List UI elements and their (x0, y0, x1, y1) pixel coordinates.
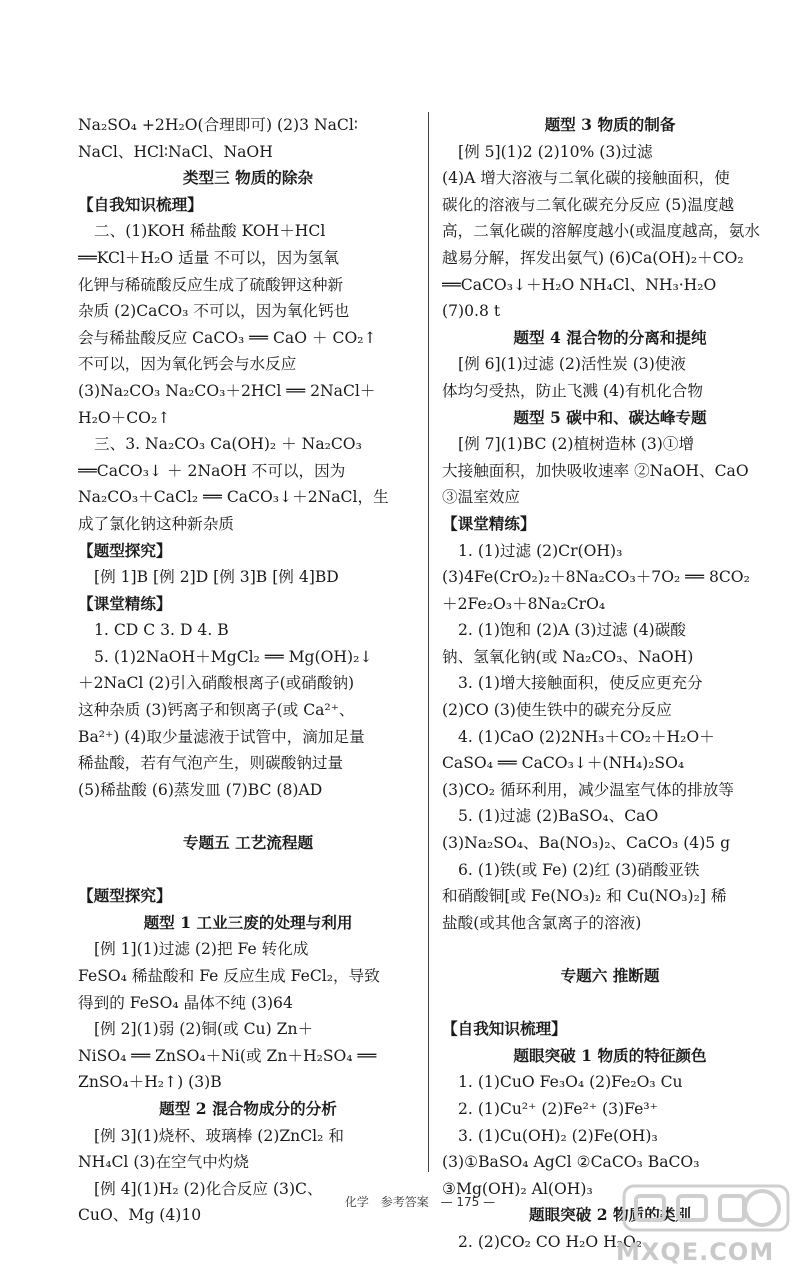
page-footer (300, 1193, 540, 1210)
text-line: 杂质 (2)CaCO₃ 不可以，因为氧化钙也 (78, 302, 350, 321)
text-line: (3)Na₂CO₃ Na₂CO₃＋2HCl ══ 2NaCl＋ (78, 381, 376, 400)
page-number: — 175 — (440, 1195, 496, 1209)
section-heading: 类型三 物质的除杂 (182, 168, 314, 188)
text-line: [例 5](1)2 (2)10% (3)过滤 (458, 142, 653, 161)
text-line: ＋2NaCl (2)引入硝酸根离子(或硝酸钠) (78, 674, 355, 693)
text-line: 体均匀受热，防止飞溅 (4)有机化合物 (442, 381, 703, 400)
section-heading: 题型 1 工业三废的处理与利用 (143, 912, 353, 932)
text-line: [例 6](1)过滤 (2)活性炭 (3)使液 (458, 355, 686, 374)
text-line (78, 803, 418, 830)
text-line: 大接触面积，加快吸收速率 ②NaOH、CaO (442, 461, 749, 480)
text-line: FeSO₄ 稀盐酸和 Fe 反应生成 FeCl₂，导致 (78, 967, 380, 985)
subsection-label: 【自我知识梳理】 (78, 194, 203, 214)
text-line: 高，二氧化碳的溶解度越小(或温度越高，氨水 (442, 222, 760, 241)
text-line (442, 936, 778, 963)
section-heading: 题型 4 混合物的分离和提纯 (513, 327, 707, 347)
text-line: 二、(1)KOH 稀盐酸 KOH＋HCl (94, 222, 326, 241)
text-line: 1. (1)过滤 (2)Cr(OH)₃ (458, 541, 623, 560)
text-line: 2. (1)饱和 (2)A (3)过滤 (4)碳酸 (458, 621, 686, 640)
text-line: (7)0.8 t (442, 302, 501, 321)
text-line: NaCl、HCl∶NaCl、NaOH (78, 142, 273, 161)
text-line: [例 2](1)弱 (2)铜(或 Cu) Zn＋ (94, 1020, 314, 1039)
text-line: [例 1](1)过滤 (2)把 Fe 转化成 (94, 940, 309, 959)
text-line: NiSO₄ ══ ZnSO₄＋Ni(或 Zn＋H₂SO₄ ══ (78, 1046, 377, 1065)
text-line: [例 3](1)烧杯、玻璃棒 (2)ZnCl₂ 和 (94, 1126, 344, 1145)
text-line: (2)CO (3)使生铁中的碳充分反应 (442, 701, 672, 720)
text-line: 5. (1)过滤 (2)BaSO₄、CaO (458, 807, 659, 826)
text-line: 1. (1)CuO Fe₃O₄ (2)Fe₂O₃ Cu (458, 1073, 683, 1092)
text-line: 稀盐酸，若有气泡产生，则碳酸钠过量 (78, 754, 344, 773)
text-line: (5)稀盐酸 (6)蒸发皿 (7)BC (8)AD (78, 780, 323, 799)
text-line: (3)4Fe(CrO₂)₂＋8Na₂CO₃＋7O₂ ══ 8CO₂ (442, 568, 750, 587)
text-line: ③Mg(OH)₂ Al(OH)₃ (442, 1179, 593, 1198)
text-line: ＋2Fe₂O₃＋8Na₂CrO₄ (442, 594, 606, 613)
text-line: ③温室效应 (442, 488, 520, 507)
text-line: 化钾与稀硫酸反应生成了硫酸钾这种新 (78, 275, 344, 294)
text-line: 5. (1)2NaOH＋MgCl₂ ══ Mg(OH)₂↓ (94, 647, 373, 666)
text-line: Ba²⁺) (4)取少量滤液于试管中，滴加足量 (78, 727, 365, 746)
text-line: 不可以，因为氧化钙会与水反应 (78, 355, 297, 374)
subsection-label: 【自我知识梳理】 (442, 1019, 567, 1039)
text-line: CaSO₄ ══ CaCO₃↓＋(NH₄)₂SO₄ (442, 754, 685, 773)
section-heading: 题型 2 混合物成分的分析 (159, 1098, 337, 1118)
text-line: Na₂SO₄ +2H₂O(合理即可) (2)3 NaCl∶ (78, 116, 358, 134)
text-line: (4)A 增大溶液与二氧化碳的接触面积，使 (442, 169, 730, 188)
section-heading: 题型 3 物质的制备 (544, 115, 676, 134)
text-line: (3)CO₂ 循环利用，减少温室气体的排放等 (442, 780, 734, 799)
text-line: 3. (1)Cu(OH)₂ (2)Fe(OH)₃ (458, 1126, 658, 1145)
right-column (442, 112, 778, 1256)
text-line: ══KCl＋H₂O 适量 不可以，因为氢氧 (78, 248, 340, 267)
text-line: 2. (1)Cu²⁺ (2)Fe²⁺ (3)Fe³⁺ (458, 1099, 658, 1118)
text-line: 越易分解，挥发出氨气) (6)Ca(OH)₂＋CO₂ (442, 248, 744, 267)
text-line: [例 4](1)H₂ (2)化合反应 (3)C、 (94, 1179, 323, 1198)
text-line (442, 990, 778, 1017)
text-line: 和硝酸铜[或 Fe(NO₃)₂ 和 Cu(NO₃)₂] 稀 (442, 887, 727, 906)
subsection-label: 【课堂精练】 (78, 593, 172, 613)
text-line: 4. (1)CaO (2)2NH₃＋CO₂＋H₂O＋ (458, 727, 715, 746)
text-line: ZnSO₄＋H₂↑) (3)B (78, 1073, 222, 1092)
text-line: H₂O＋CO₂↑ (78, 408, 171, 427)
text-line: 6. (1)铁(或 Fe) (2)红 (3)硝酸亚铁 (458, 860, 700, 879)
text-line: ══CaCO₃↓ ＋ 2NaOH 不可以，因为 (78, 461, 346, 480)
text-line: 成了氯化钠这种新杂质 (78, 514, 234, 533)
text-line: 钠、氢氧化钠(或 Na₂CO₃、NaOH) (442, 647, 694, 666)
watermark-url: MXQE.COM (616, 1238, 775, 1266)
text-line: 三、3. Na₂CO₃ Ca(OH)₂ ＋ Na₂CO₃ (94, 435, 362, 454)
footer-subject: 化学 (344, 1195, 369, 1209)
subsection-label: 【课堂精练】 (442, 513, 536, 533)
footer-label: 参考答案 (380, 1195, 429, 1209)
text-line: [例 7](1)BC (2)植树造林 (3)①增 (458, 435, 695, 454)
text-line: 会与稀盐酸反应 CaCO₃ ══ CaO ＋ CO₂↑ (78, 328, 377, 347)
subsection-label: 【题型探究】 (78, 886, 172, 906)
left-column (78, 112, 418, 1229)
watermark-logo (622, 1182, 790, 1234)
text-line: CuO、Mg (4)10 (78, 1206, 202, 1225)
section-heading: 专题五 工艺流程题 (182, 833, 314, 853)
text-line: 盐酸(或其他含氯离子的溶液) (442, 913, 642, 932)
text-line: 2. (2)CO₂ CO H₂O H₂O₂ (458, 1232, 642, 1251)
section-heading: 题眼突破 1 物质的特征颜色 (513, 1045, 707, 1065)
text-line: (3)Na₂SO₄、Ba(NO₃)₂、CaCO₃ (4)5 g (442, 834, 731, 853)
text-line: 得到的 FeSO₄ 晶体不纯 (3)64 (78, 993, 293, 1012)
text-line: 碳化的溶液与二氧化碳充分反应 (5)温度越 (442, 195, 735, 214)
column-divider (428, 112, 429, 1172)
text-line: [例 1]B [例 2]D [例 3]B [例 4]BD (94, 568, 339, 587)
section-heading: 题型 5 碳中和、碳达峰专题 (513, 407, 707, 427)
subsection-label: 【题型探究】 (78, 540, 172, 560)
text-line: 这种杂质 (3)钙离子和钡离子(或 Ca²⁺、 (78, 701, 355, 720)
text-line: (3)①BaSO₄ AgCl ②CaCO₃ BaCO₃ (442, 1153, 700, 1172)
text-line: Na₂CO₃＋CaCl₂ ══ CaCO₃↓＋2NaCl，生 (78, 488, 389, 507)
text-line: NH₄Cl (3)在空气中灼烧 (78, 1153, 250, 1172)
section-heading: 专题六 推断题 (560, 966, 660, 985)
text-line (78, 857, 418, 884)
text-line: 1. CD C 3. D 4. B (94, 621, 229, 640)
section-heading: 题眼突破 2 物质的类别 (528, 1205, 692, 1225)
text-line: ══CaCO₃↓＋H₂O NH₄Cl、NH₃·H₂O (442, 275, 717, 294)
text-line: 3. (1)增大接触面积，使反应更充分 (458, 674, 703, 693)
